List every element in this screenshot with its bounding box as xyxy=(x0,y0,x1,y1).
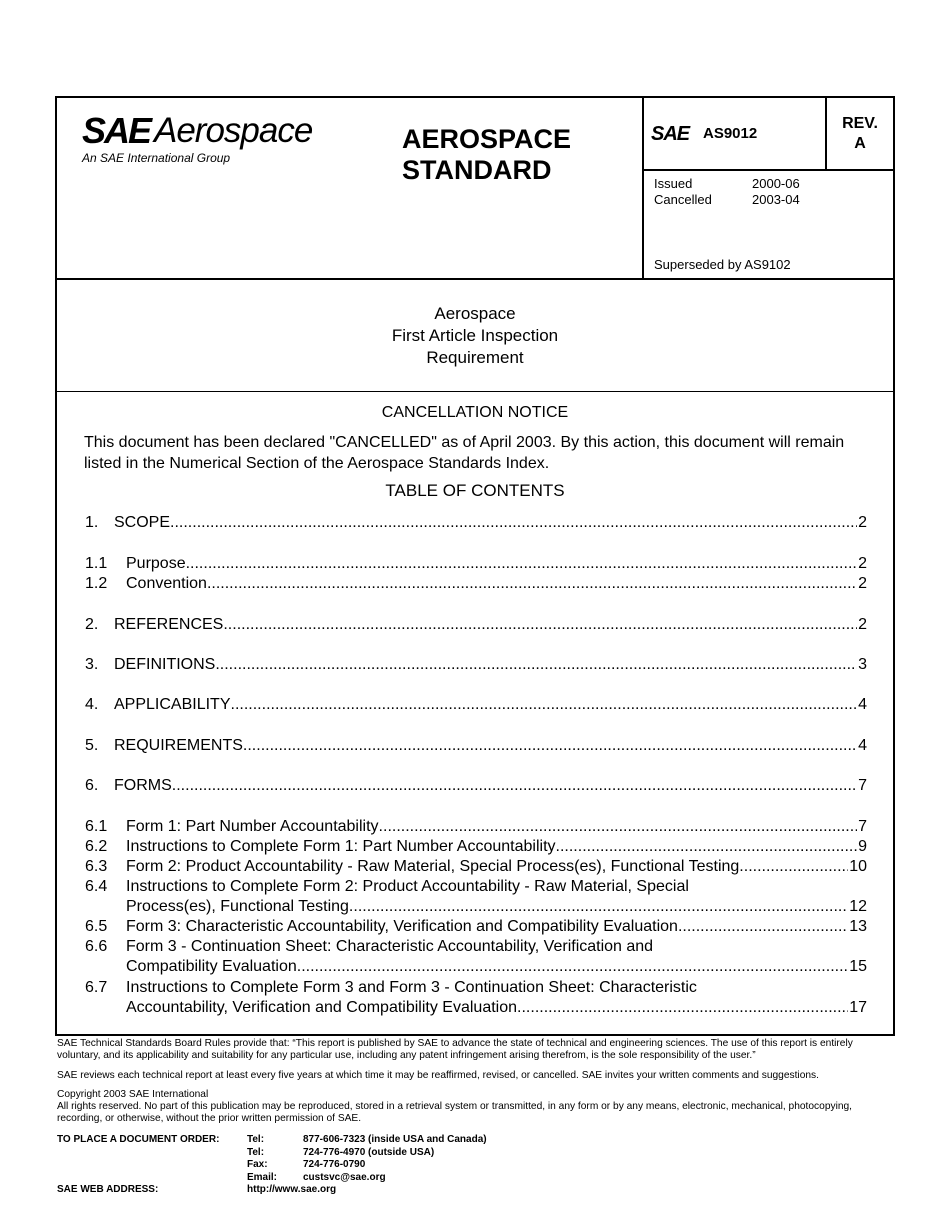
toc-page-number: 9 xyxy=(858,838,867,855)
toc-entry[interactable] xyxy=(85,817,867,837)
contact-value: 724-776-0790 xyxy=(303,1159,366,1170)
cancelled-value: 2003-04 xyxy=(752,192,800,207)
toc-entry[interactable] xyxy=(85,554,867,574)
toc-number: 6.3 xyxy=(85,858,108,875)
toc-label-continuation: Compatibility Evaluation xyxy=(126,958,297,975)
toc-label: Form 2: Product Accountability - Raw Material, Special Process(es), Functional Testing xyxy=(126,858,740,875)
cancelled-label: Cancelled xyxy=(654,192,712,207)
toc-page-number: 4 xyxy=(858,696,867,713)
revision-label: REV. xyxy=(842,115,878,132)
toc-leader-dots xyxy=(517,998,848,1018)
document-title-line-1: Aerospace xyxy=(434,304,516,323)
toc-label: Convention xyxy=(126,575,207,592)
toc-label: FORMS xyxy=(114,777,172,794)
toc-entry[interactable] xyxy=(85,695,867,715)
contact-type: Email: xyxy=(247,1171,278,1183)
logo-sae-mark: SAE xyxy=(82,110,151,151)
toc-entry[interactable] xyxy=(126,998,867,1018)
sae-aerospace-logo xyxy=(82,110,332,168)
toc-leader-dots xyxy=(186,554,858,574)
footer-rules: SAE Technical Standards Board Rules provide that: “This report is published by SAE to advance the state of technical and engineering sciences. The use of this report is entirely voluntary, and its applicability and suitability for any particular use, including any patent infringement arising therefrom, is the sole responsibility of the user.” xyxy=(57,1038,853,1061)
title-separator xyxy=(57,391,893,392)
cancellation-heading: CANCELLATION NOTICE xyxy=(381,404,569,421)
toc-page-number: 7 xyxy=(858,818,867,835)
toc-page-number: 10 xyxy=(849,858,867,875)
toc-number: 1. xyxy=(85,514,99,531)
toc-leader-dots xyxy=(349,897,848,917)
toc-leader-dots xyxy=(739,857,848,877)
toc-label: REFERENCES xyxy=(114,616,224,633)
document-title-line-3: Requirement xyxy=(426,348,524,367)
toc-page-number: 2 xyxy=(858,616,867,633)
contact-type: Fax: xyxy=(247,1159,268,1170)
toc-label: APPLICABILITY xyxy=(114,696,231,713)
toc-leader-dots xyxy=(243,736,857,756)
toc-entry[interactable] xyxy=(85,877,867,897)
toc-number: 1.2 xyxy=(85,575,108,592)
toc-number: 3. xyxy=(85,656,99,673)
footer-review: SAE reviews each technical report at least every five years at which time it may be reaffirmed, revised, or cancelled. SAE invites your written comments and suggestions. xyxy=(57,1070,819,1081)
standard-type-title xyxy=(402,124,571,186)
revision-value: A xyxy=(854,135,866,152)
sae-small-logo: SAE xyxy=(651,123,690,145)
web-address: http://www.sae.org xyxy=(247,1184,337,1195)
contact-email: custsvc@sae.org xyxy=(303,1171,386,1183)
toc-entry[interactable] xyxy=(126,897,867,917)
toc-entry[interactable] xyxy=(126,957,867,977)
toc-number: 6.5 xyxy=(85,918,108,935)
document-title xyxy=(57,303,893,369)
toc-heading: TABLE OF CONTENTS xyxy=(385,481,565,500)
toc-leader-dots xyxy=(223,615,857,635)
toc-number: 6.6 xyxy=(85,938,108,955)
toc-page-number: 2 xyxy=(858,575,867,592)
header-column-divider xyxy=(642,98,644,278)
document-number: AS9012 xyxy=(703,125,758,142)
contact-type: Tel: xyxy=(247,1146,265,1158)
toc-label: Purpose xyxy=(126,555,186,572)
toc-entry[interactable] xyxy=(85,978,867,998)
toc-label: Instructions to Complete Form 1: Part Number Accountability xyxy=(126,838,556,855)
toc-entry[interactable] xyxy=(85,776,867,796)
toc-page-number: 13 xyxy=(849,918,867,935)
issued-value: 2000-06 xyxy=(752,176,800,191)
toc-leader-dots xyxy=(379,817,858,837)
toc-label: Form 3 - Continuation Sheet: Characteristic Accountability, Verification and xyxy=(126,938,654,955)
toc-page-number: 15 xyxy=(849,958,867,975)
toc-leader-dots xyxy=(170,513,857,533)
logo-aerospace-word: Aerospace xyxy=(154,111,313,150)
toc-number: 6.2 xyxy=(85,838,108,855)
toc-page-number: 17 xyxy=(849,999,867,1016)
standard-type-line-1: AEROSPACE xyxy=(402,124,572,154)
toc-number: 6.7 xyxy=(85,979,108,996)
standard-type-line-2: STANDARD xyxy=(402,155,552,185)
cancellation-body: This document has been declared "CANCELLED" as of April 2003. By this action, this document will remain listed in the Numerical Section of the Aerospace Standards Index. xyxy=(84,434,845,472)
toc-leader-dots xyxy=(678,917,848,937)
docno-divider xyxy=(642,169,893,171)
logo-subtitle: An SAE International Group xyxy=(82,151,231,165)
toc-label: Form 3: Characteristic Accountability, Verification and Compatibility Evaluation xyxy=(126,918,678,935)
document-title-line-2: First Article Inspection xyxy=(391,326,559,345)
toc-page-number: 4 xyxy=(858,737,867,754)
toc-number: 6.4 xyxy=(85,878,108,895)
header-divider xyxy=(57,278,893,280)
superseded-note: Superseded by AS9102 xyxy=(654,257,791,272)
toc-page-number: 2 xyxy=(858,514,867,531)
toc-leader-dots xyxy=(172,776,857,796)
toc-number: 4. xyxy=(85,696,99,713)
toc-entry[interactable] xyxy=(85,837,867,857)
toc-leader-dots xyxy=(231,695,858,715)
revision-block xyxy=(827,114,893,154)
issued-label: Issued xyxy=(654,176,693,191)
date-block xyxy=(654,176,800,208)
toc-entry[interactable] xyxy=(85,574,867,594)
contact-value: 877-606-7323 (inside USA and Canada) xyxy=(303,1134,487,1145)
toc-page-number: 7 xyxy=(858,777,867,794)
footer-rights: All rights reserved. No part of this publication may be reproduced, stored in a retrieval system or transmitted, in any form or by any means, electronic, mechanical, photocopying, recording, or otherwise, without the prior written permission of SAE. xyxy=(57,1101,852,1124)
toc-number: 2. xyxy=(85,616,99,633)
toc-page-number: 3 xyxy=(858,656,867,673)
web-label: SAE WEB ADDRESS: xyxy=(57,1184,159,1195)
toc-page-number: 12 xyxy=(849,898,867,915)
toc-entry[interactable] xyxy=(85,937,867,957)
document-frame xyxy=(55,96,895,1036)
toc-entry[interactable] xyxy=(85,917,867,937)
toc-label: REQUIREMENTS xyxy=(114,737,243,754)
toc-entry[interactable] xyxy=(85,655,867,675)
toc-entry[interactable] xyxy=(85,736,867,756)
toc-label-continuation: Process(es), Functional Testing xyxy=(126,898,349,915)
toc-page-number: 2 xyxy=(858,555,867,572)
toc-leader-dots xyxy=(297,957,848,977)
toc-number: 5. xyxy=(85,737,99,754)
toc-label: Form 1: Part Number Accountability xyxy=(126,818,379,835)
toc-leader-dots xyxy=(215,655,857,675)
toc-label: SCOPE xyxy=(114,514,171,531)
toc-leader-dots xyxy=(556,837,858,857)
footer-copyright: Copyright 2003 SAE International xyxy=(57,1089,209,1100)
toc-entry[interactable] xyxy=(85,615,867,635)
order-label: TO PLACE A DOCUMENT ORDER: xyxy=(57,1134,220,1145)
toc-entry[interactable] xyxy=(85,857,867,877)
contact-type: Tel: xyxy=(247,1134,265,1145)
toc-label: DEFINITIONS xyxy=(114,656,216,673)
toc-number: 6.1 xyxy=(85,818,108,835)
contact-value: 724-776-4970 (outside USA) xyxy=(303,1146,435,1158)
toc-leader-dots xyxy=(207,574,857,594)
toc-number: 6. xyxy=(85,777,99,794)
toc-label-continuation: Accountability, Verification and Compatibility Evaluation xyxy=(126,999,518,1016)
toc-label: Instructions to Complete Form 2: Product Accountability - Raw Material, Special xyxy=(126,878,689,895)
toc-label: Instructions to Complete Form 3 and Form 3 - Continuation Sheet: Characteristic xyxy=(126,979,697,996)
toc-entry[interactable] xyxy=(85,513,867,533)
toc-number: 1.1 xyxy=(85,555,108,572)
